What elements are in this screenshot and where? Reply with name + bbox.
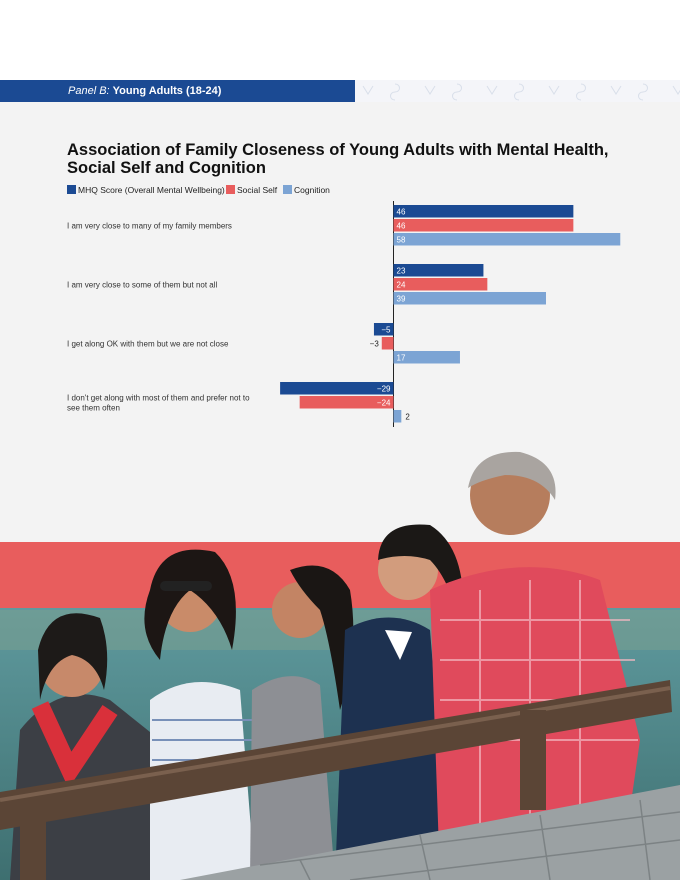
- panel-header: [0, 80, 355, 102]
- data-label: 46: [396, 221, 406, 231]
- chart-title: Association of Family Closeness of Young Adults with Mental Health, Social Self and Cognition: [67, 141, 609, 177]
- family-group-photo: [0, 440, 680, 880]
- data-label: −24: [376, 398, 391, 408]
- panel-label: [68, 84, 221, 98]
- data-label: 58: [396, 235, 406, 245]
- data-label: −5: [381, 325, 391, 335]
- data-label: −3: [369, 339, 379, 349]
- bar-cognition: [394, 292, 546, 305]
- bar-mhq-score-overall-mental-wellbeing: [394, 205, 574, 218]
- legend-label-mhq: MHQ Score (Overall Mental Wellbeing): [78, 185, 225, 195]
- category-label: I am very close to many of my family members: [67, 221, 232, 231]
- bar-cognition: [394, 233, 621, 246]
- legend-label-social-self: Social Self: [237, 185, 278, 195]
- data-label: −29: [376, 384, 391, 394]
- category-label: I get along OK with them but we are not close: [67, 339, 229, 349]
- panel-name: Young Adults (18-24): [112, 85, 222, 97]
- panel-id: Panel B:: [68, 85, 110, 97]
- data-label: 2: [405, 412, 410, 422]
- bar-social-self: [394, 278, 488, 291]
- category-label: I am very close to some of them but not all: [67, 280, 218, 290]
- data-label: 39: [396, 294, 406, 304]
- legend-swatch-social-self: [226, 185, 235, 194]
- data-label: 23: [396, 266, 406, 276]
- family-group-photo-icon: [0, 440, 680, 880]
- bar-chart: [0, 195, 680, 430]
- legend-label-cognition: Cognition: [294, 185, 330, 195]
- bar-social-self: [382, 337, 394, 350]
- legend-swatch-mhq: [67, 185, 76, 194]
- legend-swatch-cognition: [283, 185, 292, 194]
- bar-social-self: [394, 219, 574, 232]
- bar-cognition: [394, 410, 402, 423]
- top-margin: [0, 0, 680, 80]
- data-label: 24: [396, 280, 406, 290]
- decorative-pattern: [355, 80, 680, 102]
- category-label: I don't get along with most of them and prefer not to see them often: [67, 393, 250, 413]
- data-label: 46: [396, 207, 406, 217]
- pattern-icon: [355, 80, 680, 102]
- data-label: 17: [396, 353, 406, 363]
- bar-mhq-score-overall-mental-wellbeing: [394, 264, 484, 277]
